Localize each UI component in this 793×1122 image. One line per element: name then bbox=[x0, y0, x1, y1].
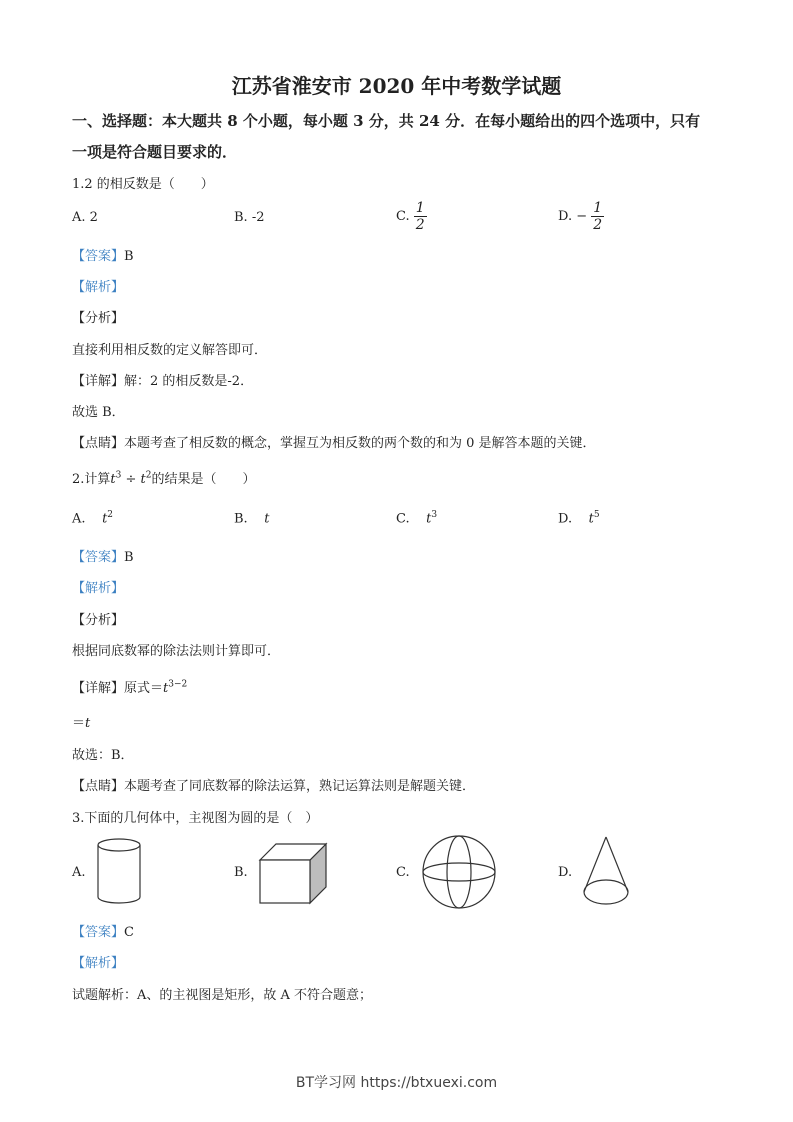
q3-stem: 3.下面的几何体中，主视图为圆的是（ ） bbox=[72, 811, 319, 826]
q1-jiexi-tag: 【解析】 bbox=[72, 280, 125, 295]
q1-conclusion: 故选 B． bbox=[72, 405, 125, 420]
q2-fenxi-text: 根据同底数幂的除法法则计算即可． bbox=[72, 644, 281, 659]
q2-conclusion: 故选：B． bbox=[72, 748, 134, 763]
q2-dianjing bbox=[72, 775, 475, 794]
q3-option-c-label: C. bbox=[396, 865, 410, 880]
q1-fenxi-text: 直接利用相反数的定义解答即可． bbox=[72, 343, 268, 358]
option-exponent: 3 bbox=[431, 510, 438, 520]
q3-analysis: 试题解析：A、的主视图是矩形，故 A 不符合题意； bbox=[72, 988, 373, 1003]
section-heading-line1: 一、选择题：本大题共 8 个小题，每小题 3 分，共 24 分．在每小题给出的四个选项中，只有 bbox=[72, 112, 701, 130]
option-base: t bbox=[426, 511, 432, 527]
q1-option-c bbox=[396, 200, 427, 233]
q2-answer bbox=[72, 546, 134, 565]
cone-icon bbox=[582, 834, 632, 912]
answer-tag: 【答案】 bbox=[72, 550, 125, 565]
xiangjie-tag: 【详解】 bbox=[72, 374, 125, 389]
q2-equals-line bbox=[72, 712, 90, 731]
q2-fenxi-tag: 【分析】 bbox=[72, 613, 125, 628]
answer-value: C bbox=[124, 925, 134, 940]
cylinder-icon bbox=[96, 836, 146, 912]
q2-stem-exp2: 2 bbox=[145, 470, 152, 481]
xiangjie-text: 解：2 的相反数是-2． bbox=[124, 374, 254, 389]
q3-option-a-label: A. bbox=[72, 865, 86, 880]
option-base: t bbox=[102, 511, 108, 527]
option-exponent: 2 bbox=[107, 510, 114, 520]
xiangjie-exponent: 3−2 bbox=[168, 679, 188, 690]
dianjing-tag: 【点睛】 bbox=[72, 779, 125, 794]
q1-answer bbox=[72, 245, 134, 264]
q3-option-d-label: D. bbox=[558, 865, 573, 880]
answer-value: B bbox=[124, 550, 134, 565]
answer-value: B bbox=[124, 249, 134, 264]
footer-watermark: BT学习网 https://btxuexi.com bbox=[295, 1075, 498, 1091]
q1-option-d bbox=[558, 200, 604, 233]
answer-tag: 【答案】 bbox=[72, 249, 125, 264]
q2-stem-prefix: 2.计算 bbox=[72, 472, 111, 487]
option-base: t bbox=[264, 511, 270, 527]
q1-option-d-label: D. bbox=[558, 209, 573, 224]
section-heading-line2: 一项是符合题目要求的． bbox=[72, 143, 238, 161]
q2-stem bbox=[72, 468, 256, 487]
q2-option-c bbox=[396, 510, 437, 526]
q2-stem-operator: ÷ bbox=[121, 472, 141, 487]
fraction-numerator: 1 bbox=[593, 200, 603, 216]
fraction-denominator: 2 bbox=[415, 217, 425, 233]
option-label: D. bbox=[558, 511, 573, 527]
sphere-icon bbox=[421, 832, 499, 916]
q1-stem: 1.2 的相反数是（ ） bbox=[72, 177, 214, 192]
dianjing-tag: 【点睛】 bbox=[72, 436, 125, 451]
equals-sign: ＝ bbox=[72, 716, 86, 731]
q2-jiexi-tag: 【解析】 bbox=[72, 581, 125, 596]
q1-option-a: A. 2 bbox=[72, 210, 98, 225]
fraction-numerator: 1 bbox=[415, 200, 425, 216]
dianjing-text: 本题考查了相反数的概念，掌握互为相反数的两个数的和为 0 是解答本题的关键． bbox=[124, 436, 596, 451]
q2-option-b bbox=[234, 510, 269, 526]
equals-result: t bbox=[85, 716, 91, 731]
q1-option-b: B. -2 bbox=[234, 210, 265, 225]
option-label: B. bbox=[234, 511, 248, 527]
q2-stem-exp1: 3 bbox=[115, 470, 122, 481]
q1-fenxi-tag: 【分析】 bbox=[72, 311, 125, 326]
q1-option-c-label: C. bbox=[396, 209, 410, 224]
q2-option-a bbox=[72, 510, 113, 526]
page-title: 江苏省淮安市 2020 年中考数学试题 bbox=[231, 74, 562, 98]
xiangjie-tag: 【详解】 bbox=[72, 681, 125, 696]
q2-stem-base1: t bbox=[110, 472, 116, 487]
q2-stem-suffix: 的结果是（ ） bbox=[151, 472, 256, 487]
q1-dianjing bbox=[72, 432, 596, 451]
q1-option-c-fraction bbox=[414, 200, 427, 233]
q1-option-d-fraction bbox=[591, 200, 604, 233]
option-label: A. bbox=[72, 511, 86, 527]
q1-option-d-sign: − bbox=[576, 209, 588, 224]
option-exponent: 5 bbox=[593, 510, 600, 520]
fraction-denominator: 2 bbox=[593, 217, 603, 233]
option-label: C. bbox=[396, 511, 410, 527]
cube-icon bbox=[258, 840, 330, 910]
q3-jiexi-tag: 【解析】 bbox=[72, 956, 125, 971]
q2-xiangjie bbox=[72, 677, 187, 696]
option-base: t bbox=[588, 511, 594, 527]
xiangjie-prefix: 原式＝ bbox=[124, 681, 164, 696]
q3-answer bbox=[72, 921, 134, 940]
q2-stem-base2: t bbox=[140, 472, 146, 487]
q1-xiangjie bbox=[72, 370, 253, 389]
q3-option-b-label: B. bbox=[234, 865, 248, 880]
answer-tag: 【答案】 bbox=[72, 925, 125, 940]
xiangjie-base: t bbox=[163, 681, 169, 696]
dianjing-text: 本题考查了同底数幂的除法运算，熟记运算法则是解题关键． bbox=[124, 779, 476, 794]
q2-option-d bbox=[558, 510, 600, 526]
